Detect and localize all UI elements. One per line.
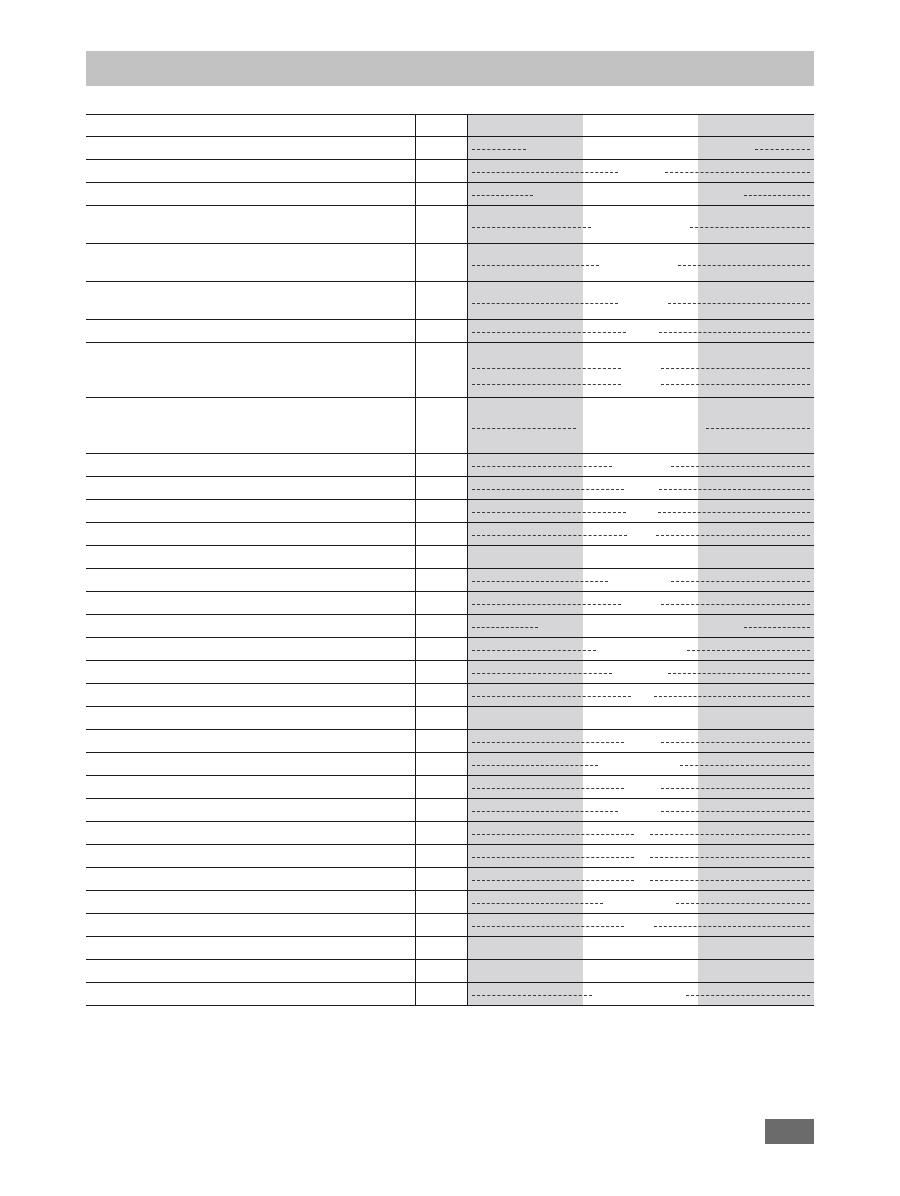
model-2-value <box>583 615 698 637</box>
model-3-value <box>698 983 814 1005</box>
value-leader-right <box>665 172 810 173</box>
value-leader-left <box>472 512 626 513</box>
value-leader-right <box>676 903 810 904</box>
model-3-value <box>698 638 814 660</box>
model-3-value <box>698 937 814 959</box>
model-3-value <box>698 137 814 159</box>
model-1-value <box>468 206 583 243</box>
table-row <box>86 500 814 523</box>
row-label <box>86 707 416 729</box>
row-unit <box>416 868 468 890</box>
table-row <box>86 282 814 320</box>
table-row <box>86 753 814 776</box>
model-1-value <box>468 398 583 453</box>
model-2-value <box>583 638 698 660</box>
table-row <box>86 183 814 206</box>
model-3-value <box>698 707 814 729</box>
value-leader-right <box>690 227 810 228</box>
model-3-value <box>698 799 814 821</box>
table-row <box>86 868 814 891</box>
table-row <box>86 546 814 569</box>
value-leader-right <box>678 265 810 266</box>
model-1-value <box>468 799 583 821</box>
model-2-value <box>583 137 698 159</box>
row-unit <box>416 183 468 205</box>
table-row <box>86 891 814 914</box>
value-leader-right <box>668 673 810 674</box>
row-label <box>86 615 416 637</box>
model-2-value <box>583 914 698 936</box>
value-leader-right <box>661 604 810 605</box>
table-row <box>86 937 814 960</box>
value-leader-right <box>658 512 810 513</box>
row-label <box>86 937 416 959</box>
model-1-value <box>468 244 583 281</box>
value-leader-right <box>661 788 810 789</box>
model-1-value <box>468 320 583 342</box>
model-2-value <box>583 282 698 319</box>
table-row <box>86 114 814 137</box>
model-1-value <box>468 592 583 614</box>
row-label <box>86 183 416 205</box>
table-row <box>86 244 814 282</box>
table-row <box>86 320 814 343</box>
value-leader-left <box>472 227 591 228</box>
table-row <box>86 343 814 398</box>
row-unit <box>416 343 468 397</box>
value-leader-right <box>744 195 810 196</box>
model-2-value <box>583 160 698 182</box>
model-2-value <box>583 776 698 798</box>
row-label <box>86 960 416 982</box>
value-leader-right <box>706 428 810 429</box>
model-3-value <box>698 282 814 319</box>
table-row <box>86 799 814 822</box>
value-leader-right <box>687 650 810 651</box>
model-1-value <box>468 730 583 752</box>
row-label <box>86 115 416 136</box>
row-unit <box>416 799 468 821</box>
table-row <box>86 615 814 638</box>
model-1-value <box>468 569 583 591</box>
specification-table <box>86 114 814 1006</box>
value-leader-left <box>472 765 598 766</box>
value-leader-left <box>472 604 621 605</box>
row-unit <box>416 960 468 982</box>
value-leader-right <box>671 581 810 582</box>
model-1-value <box>468 937 583 959</box>
row-label <box>86 753 416 775</box>
model-1-value <box>468 822 583 844</box>
row-unit <box>416 638 468 660</box>
row-label <box>86 282 416 319</box>
value-leader-left <box>472 834 634 835</box>
row-label <box>86 592 416 614</box>
value-leader-left <box>472 384 621 385</box>
value-leader-left <box>472 696 631 697</box>
model-3-value <box>698 477 814 499</box>
model-2-value <box>583 753 698 775</box>
value-leader-left <box>472 466 612 467</box>
value-leader-left <box>472 368 621 369</box>
model-1-value <box>468 684 583 706</box>
row-label <box>86 868 416 890</box>
value-leader-right <box>755 149 810 150</box>
model-2-value <box>583 206 698 243</box>
row-label <box>86 730 416 752</box>
table-row <box>86 776 814 799</box>
table-row <box>86 477 814 500</box>
row-label <box>86 244 416 281</box>
model-1-value <box>468 160 583 182</box>
value-leader-right <box>686 995 810 996</box>
model-3-value <box>698 845 814 867</box>
model-2-value <box>583 183 698 205</box>
table-row <box>86 707 814 730</box>
model-1-value <box>468 753 583 775</box>
model-2-value <box>583 684 698 706</box>
value-leader-left <box>472 332 626 333</box>
row-label <box>86 398 416 453</box>
value-leader-right <box>668 303 810 304</box>
value-leader-left <box>472 172 618 173</box>
value-leader-right <box>650 857 810 858</box>
value-leader-left <box>472 742 624 743</box>
value-leader-left <box>472 995 592 996</box>
value-leader-left <box>472 428 576 429</box>
row-label <box>86 546 416 568</box>
model-2-value <box>583 730 698 752</box>
model-1-value <box>468 914 583 936</box>
value-leader-left <box>472 265 599 266</box>
value-leader-right <box>680 765 810 766</box>
value-leader-right <box>650 880 810 881</box>
row-unit <box>416 115 468 136</box>
model-3-value <box>698 914 814 936</box>
model-2-value <box>583 477 698 499</box>
row-unit <box>416 730 468 752</box>
row-label <box>86 914 416 936</box>
value-leader-right <box>671 466 810 467</box>
row-label <box>86 343 416 397</box>
value-leader-left <box>472 303 618 304</box>
row-unit <box>416 914 468 936</box>
table-row <box>86 206 814 244</box>
model-2-value <box>583 244 698 281</box>
model-3-value <box>698 615 814 637</box>
model-3-value <box>698 500 814 522</box>
model-3-value <box>698 569 814 591</box>
model-2-value <box>583 523 698 545</box>
value-leader-left <box>472 880 634 881</box>
model-1-value <box>468 454 583 476</box>
table-row <box>86 137 814 160</box>
section-heading-bar <box>86 51 814 86</box>
value-leader-right <box>659 489 810 490</box>
row-label <box>86 137 416 159</box>
model-1-value <box>468 891 583 913</box>
model-1-value <box>468 523 583 545</box>
model-2-value <box>583 343 698 397</box>
value-leader-right <box>661 742 810 743</box>
model-1-value <box>468 343 583 397</box>
model-2-value <box>583 661 698 683</box>
value-leader-right <box>661 811 810 812</box>
model-1-value <box>468 546 583 568</box>
value-leader-right <box>656 535 810 536</box>
model-2-value <box>583 799 698 821</box>
table-row <box>86 822 814 845</box>
row-label <box>86 638 416 660</box>
row-label <box>86 160 416 182</box>
row-unit <box>416 206 468 243</box>
model-2-value <box>583 845 698 867</box>
model-2-value <box>583 707 698 729</box>
value-leader-right <box>654 926 810 927</box>
model-3-value <box>698 523 814 545</box>
row-unit <box>416 707 468 729</box>
table-row <box>86 592 814 615</box>
model-2-value <box>583 320 698 342</box>
table-row <box>86 569 814 592</box>
value-leader-left <box>472 149 526 150</box>
row-unit <box>416 523 468 545</box>
model-2-value <box>583 546 698 568</box>
row-unit <box>416 244 468 281</box>
value-leader-right <box>661 384 810 385</box>
model-3-value <box>698 546 814 568</box>
row-unit <box>416 983 468 1005</box>
value-leader-left <box>472 857 634 858</box>
table-row <box>86 845 814 868</box>
model-3-value <box>698 320 814 342</box>
row-label <box>86 983 416 1005</box>
model-3-value <box>698 244 814 281</box>
row-label <box>86 661 416 683</box>
value-leader-left <box>472 673 612 674</box>
model-1-value <box>468 638 583 660</box>
value-leader-right <box>654 696 810 697</box>
row-unit <box>416 160 468 182</box>
model-1-value <box>468 983 583 1005</box>
row-unit <box>416 684 468 706</box>
model-3-value <box>698 398 814 453</box>
table-row <box>86 638 814 661</box>
value-leader-left <box>472 195 533 196</box>
row-unit <box>416 592 468 614</box>
row-label <box>86 569 416 591</box>
model-2-value <box>583 454 698 476</box>
model-1-value <box>468 183 583 205</box>
row-unit <box>416 661 468 683</box>
row-unit <box>416 776 468 798</box>
row-unit <box>416 937 468 959</box>
model-1-value <box>468 137 583 159</box>
model-3-value <box>698 753 814 775</box>
model-1-value <box>468 707 583 729</box>
value-leader-left <box>472 811 618 812</box>
row-label <box>86 891 416 913</box>
table-row <box>86 398 814 454</box>
model-2-value <box>583 868 698 890</box>
model-3-value <box>698 343 814 397</box>
row-unit <box>416 845 468 867</box>
model-3-value <box>698 730 814 752</box>
row-label <box>86 320 416 342</box>
table-row <box>86 160 814 183</box>
model-1-value <box>468 477 583 499</box>
value-leader-left <box>472 627 538 628</box>
row-label <box>86 477 416 499</box>
model-1-value <box>468 776 583 798</box>
model-2-value <box>583 115 698 136</box>
row-unit <box>416 569 468 591</box>
model-3-value <box>698 960 814 982</box>
model-3-value <box>698 776 814 798</box>
row-unit <box>416 320 468 342</box>
row-label <box>86 523 416 545</box>
row-unit <box>416 398 468 453</box>
row-label <box>86 500 416 522</box>
table-row <box>86 523 814 546</box>
model-3-value <box>698 592 814 614</box>
value-leader-left <box>472 489 624 490</box>
table-row <box>86 983 814 1006</box>
row-unit <box>416 615 468 637</box>
row-unit <box>416 454 468 476</box>
table-row <box>86 960 814 983</box>
model-2-value <box>583 500 698 522</box>
table-row <box>86 914 814 937</box>
value-leader-left <box>472 581 608 582</box>
row-label <box>86 822 416 844</box>
value-leader-right <box>650 834 810 835</box>
model-2-value <box>583 398 698 453</box>
value-leader-left <box>472 650 596 651</box>
row-label <box>86 454 416 476</box>
model-1-value <box>468 115 583 136</box>
value-leader-left <box>472 535 627 536</box>
value-leader-left <box>472 788 624 789</box>
row-label <box>86 799 416 821</box>
row-label <box>86 206 416 243</box>
row-unit <box>416 500 468 522</box>
row-unit <box>416 891 468 913</box>
model-1-value <box>468 282 583 319</box>
model-3-value <box>698 206 814 243</box>
row-unit <box>416 282 468 319</box>
table-row <box>86 661 814 684</box>
model-2-value <box>583 569 698 591</box>
model-2-value <box>583 822 698 844</box>
row-unit <box>416 822 468 844</box>
table-row <box>86 730 814 753</box>
model-1-value <box>468 960 583 982</box>
model-3-value <box>698 661 814 683</box>
model-3-value <box>698 891 814 913</box>
model-2-value <box>583 937 698 959</box>
model-1-value <box>468 845 583 867</box>
row-label <box>86 684 416 706</box>
row-label <box>86 845 416 867</box>
model-1-value <box>468 500 583 522</box>
value-leader-right <box>744 627 810 628</box>
value-leader-right <box>659 332 810 333</box>
row-unit <box>416 477 468 499</box>
model-2-value <box>583 983 698 1005</box>
model-3-value <box>698 822 814 844</box>
table-row <box>86 454 814 477</box>
row-unit <box>416 546 468 568</box>
model-3-value <box>698 160 814 182</box>
model-1-value <box>468 661 583 683</box>
table-row <box>86 684 814 707</box>
model-3-value <box>698 115 814 136</box>
model-2-value <box>583 592 698 614</box>
model-1-value <box>468 615 583 637</box>
model-2-value <box>583 891 698 913</box>
value-leader-left <box>472 926 624 927</box>
value-leader-left <box>472 903 603 904</box>
model-3-value <box>698 868 814 890</box>
model-3-value <box>698 684 814 706</box>
model-2-value <box>583 960 698 982</box>
value-leader-right <box>661 368 810 369</box>
row-unit <box>416 753 468 775</box>
row-unit <box>416 137 468 159</box>
row-label <box>86 776 416 798</box>
model-1-value <box>468 868 583 890</box>
page-number-tab <box>765 1119 814 1144</box>
model-3-value <box>698 183 814 205</box>
model-3-value <box>698 454 814 476</box>
